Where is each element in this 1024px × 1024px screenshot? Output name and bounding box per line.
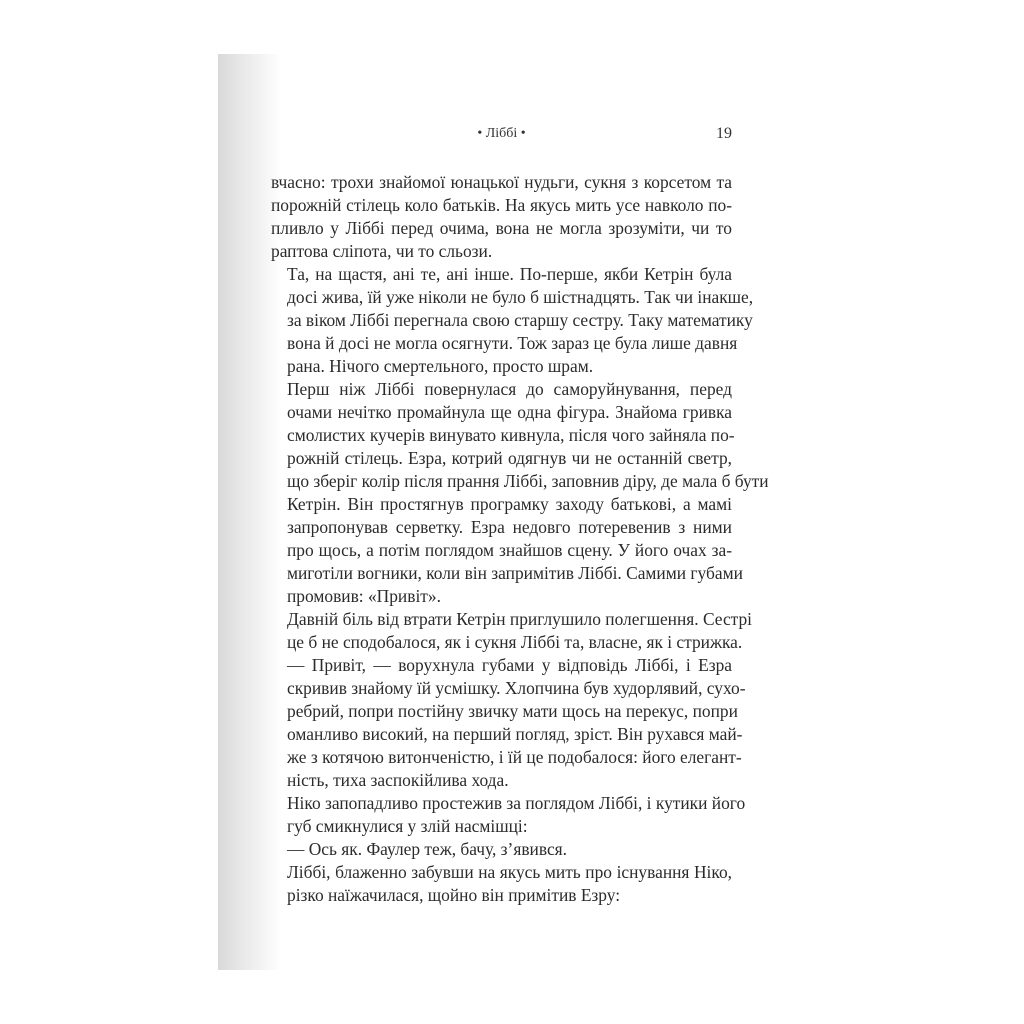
- text-line: промовив: «Привіт».: [287, 586, 441, 606]
- paragraph: [271, 608, 753, 654]
- paragraph: [271, 171, 732, 263]
- text-line: смолистих кучерів винувато кивнула, після чого зайняла по-: [287, 425, 735, 445]
- paragraph: [271, 378, 769, 608]
- text-line: Ліббі, блаженно забувши на якусь мить про існування Ніко,: [287, 862, 732, 882]
- text-line: Давній біль від втрати Кетрін приглушило полегшення. Сестрі: [287, 609, 753, 629]
- text-line: Кетрін. Він простягнув програмку заходу батькові, а мамі: [287, 494, 732, 514]
- paragraph: [271, 263, 754, 378]
- text-line: миготіли вогники, коли він запримітив Ліббі. Самими губами: [287, 563, 743, 583]
- text-line: — Привіт, — ворухнула губами у відповідь Ліббі, і Езра: [287, 655, 732, 675]
- text-line: рожній стілець. Езра, котрий одягнув чи не останній светр,: [287, 448, 732, 468]
- text-line: за віком Ліббі перегнала свою старшу сестру. Таку математику: [287, 310, 753, 330]
- text-line: це б не сподобалося, як і сукня Ліббі та, власне, як і стрижка.: [287, 632, 743, 652]
- text-line: досі жива, їй уже ніколи не було б шістнадцять. Так чи інакше,: [287, 287, 754, 307]
- text-line: оманливо високий, на перший погляд, зріст. Він рухався май-: [287, 724, 743, 744]
- text-line: що зберіг колір після прання Ліббі, заповнив діру, де мала б бути: [287, 471, 769, 491]
- text-line: же з котячою витонченістю, і їй це подобалося: його елегант-: [287, 747, 742, 767]
- running-title: • Ліббі •: [477, 126, 526, 141]
- text-line: очами нечітко промайнула ще одна фігура. Знайома гривка: [287, 402, 732, 422]
- text-line: Та, на щастя, ані те, ані інше. По-перше, якби Кетрін була: [287, 264, 732, 284]
- text-line: ність, тиха заспокійлива хода.: [287, 770, 509, 790]
- page-number: 19: [716, 125, 732, 142]
- text-line: пливло у Ліббі перед очима, вона не могла зрозуміти, чи то: [271, 218, 732, 238]
- text-line: різко наїжачилася, щойно він примітив Езру:: [287, 885, 621, 905]
- text-line: скривив знайому їй усмішку. Хлопчина був худорлявий, сухо-: [287, 678, 746, 698]
- text-line: губ смикнулися у злій насмішці:: [287, 816, 528, 836]
- text-line: рана. Нічого смертельного, просто шрам.: [287, 356, 594, 376]
- text-line: — Ось як. Фаулер теж, бачу, з’явився.: [287, 839, 568, 859]
- paragraph: [271, 654, 746, 792]
- text-line: запропонував серветку. Езра недовго потеревенив з ними: [287, 517, 732, 537]
- body-text: [271, 171, 769, 907]
- paragraph: [271, 792, 746, 838]
- text-line: Перш ніж Ліббі повернулася до саморуйнування, перед: [287, 379, 732, 399]
- text-line: порожній стілець коло батьків. На якусь мить усе навколо по-: [271, 195, 732, 215]
- text-line: вчасно: трохи знайомої юнацької нудьги, сукня з корсетом та: [271, 172, 732, 192]
- book-page: [218, 54, 808, 970]
- text-line: вона й досі не могла осягнути. Тож зараз це була лише давня: [287, 333, 738, 353]
- running-head: [271, 125, 732, 147]
- paragraph: [271, 838, 732, 861]
- text-line: про щось, а потім поглядом знайшов сцену. У його очах за-: [287, 540, 732, 560]
- paragraph: [271, 861, 732, 907]
- text-line: Ніко запопадливо простежив за поглядом Ліббі, і кутики його: [287, 793, 746, 813]
- text-line: раптова сліпота, чи то сльози.: [271, 241, 493, 261]
- text-line: ребрий, попри постійну звичку мати щось на перекус, попри: [287, 701, 738, 721]
